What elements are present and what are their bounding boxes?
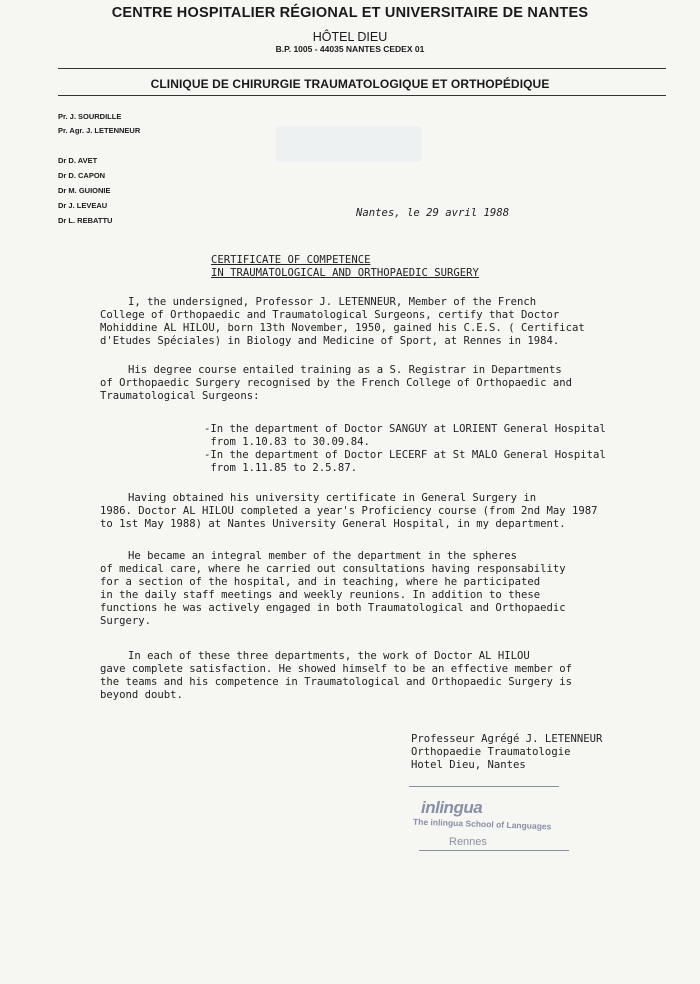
- text-line: to 1st May 1988) at Nantes University General Hospital, in my department.: [100, 518, 566, 530]
- text-line: Mohiddine AL HILOU, born 13th November, 1950, gained his C.E.S. ( Certificat: [100, 322, 585, 334]
- text-line: He became an integral member of the department in the spheres: [128, 550, 518, 562]
- inlingua-stamp: [409, 786, 571, 858]
- stamp-school: The inlingua School of Languages: [412, 816, 552, 832]
- list-item: -In the department of Doctor SANGUY at LORIENT General Hospital: [204, 423, 606, 435]
- stamp-city: Rennes: [449, 836, 487, 848]
- text-line: Having obtained his university certificate in General Surgery in: [128, 492, 537, 504]
- signature-dept: Orthopaedie Traumatologie: [411, 746, 571, 758]
- text-line: In each of these three departments, the work of Doctor AL HILOU: [128, 650, 530, 662]
- stamp-bottom-line: [419, 850, 569, 851]
- staff-professor: Pr. J. SOURDILLE: [58, 112, 122, 121]
- text-line: Traumatological Surgeons:: [100, 390, 260, 402]
- text-line: d'Etudes Spéciales) in Biology and Medicine of Sport, at Rennes in 1984.: [100, 335, 560, 347]
- text-line: beyond doubt.: [100, 689, 183, 701]
- list-item: from 1.11.85 to 2.5.87.: [204, 462, 358, 474]
- text-line: for a section of the hospital, and in teaching, where he participated: [100, 576, 541, 588]
- faded-mark: [276, 126, 422, 162]
- text-line: of medical care, where he carried out consultations having responsability: [100, 563, 566, 575]
- clinic-name: CLINIQUE DE CHIRURGIE TRAUMATOLOGIQUE ET ORTHOPÉDIQUE: [150, 77, 550, 91]
- text-line: in the daily staff meetings and weekly reunions. In addition to these: [100, 589, 541, 601]
- date-line: Nantes, le 29 avril 1988: [356, 207, 510, 219]
- certificate-title: CERTIFICATE OF COMPETENCE: [211, 254, 371, 266]
- staff-doctor: Dr L. REBATTU: [58, 216, 113, 225]
- list-item: -In the department of Doctor LECERF at St MALO General Hospital: [204, 449, 606, 461]
- stamp-top-line: [409, 786, 559, 787]
- stamp-logo: inlingua: [421, 798, 483, 817]
- signature-name: Professeur Agrégé J. LETENNEUR: [411, 733, 603, 745]
- text-line: Surgery.: [100, 615, 152, 627]
- text-line: functions he was actively engaged in both Traumatological and Orthopaedic: [100, 602, 566, 614]
- text-line: of Orthopaedic Surgery recognised by the French College of Orthopaedic and: [100, 377, 572, 389]
- institution-name: CENTRE HOSPITALIER RÉGIONAL ET UNIVERSITAIRE DE NANTES: [111, 5, 589, 21]
- staff-doctor: Dr D. CAPON: [58, 171, 106, 180]
- list-item: from 1.10.83 to 30.09.84.: [204, 436, 370, 448]
- signature-place: Hotel Dieu, Nantes: [411, 759, 526, 771]
- certificate-subtitle: IN TRAUMATOLOGICAL AND ORTHOPAEDIC SURGERY: [211, 267, 479, 279]
- clinic-rule: [58, 95, 666, 96]
- hotel-name: HÔTEL DIEU: [312, 30, 388, 44]
- text-line: gave complete satisfaction. He showed himself to be an effective member of: [100, 663, 572, 675]
- staff-doctor: Dr J. LEVEAU: [58, 201, 108, 210]
- staff-doctor: Dr D. AVET: [58, 156, 98, 165]
- text-line: the teams and his competence in Traumatological and Orthopaedic Surgery is: [100, 676, 572, 688]
- staff-professor: Pr. Agr. J. LETENNEUR: [58, 126, 141, 135]
- header-rule: [58, 68, 666, 69]
- hospital-address: B.P. 1005 - 44035 NANTES CEDEX 01: [275, 44, 425, 54]
- text-line: I, the undersigned, Professor J. LETENNEUR, Member of the French: [128, 296, 537, 308]
- text-line: College of Orthopaedic and Traumatological Surgeons, certify that Doctor: [100, 309, 560, 321]
- text-line: His degree course entailed training as a S. Registrar in Departments: [128, 364, 562, 376]
- staff-doctor: Dr M. GUIONIE: [58, 186, 111, 195]
- text-line: 1986. Doctor AL HILOU completed a year's Proficiency course (from 2nd May 1987: [100, 505, 598, 517]
